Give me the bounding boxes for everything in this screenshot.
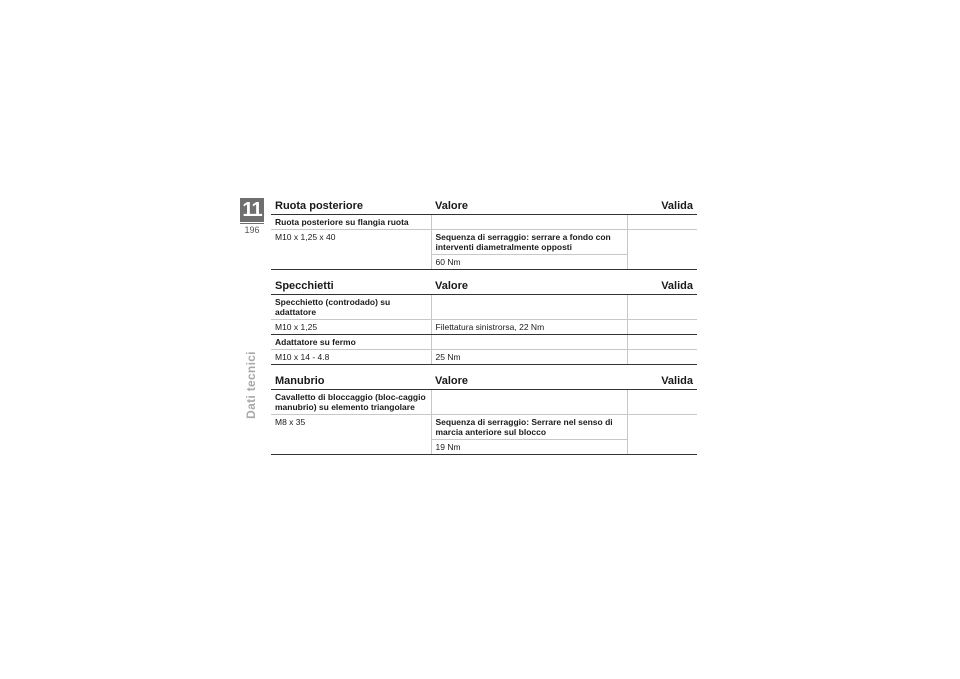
header-valid: Valida <box>627 365 697 390</box>
value-cell: 60 Nm <box>431 255 627 270</box>
header-value: Valore <box>431 198 627 215</box>
item-cell <box>271 440 431 455</box>
item-cell: Adattatore su fermo <box>271 335 431 350</box>
table-header <box>271 270 697 295</box>
header-valid: Valida <box>627 198 697 215</box>
valid-cell <box>627 350 697 365</box>
table-row <box>271 415 697 440</box>
item-cell: M10 x 1,25 <box>271 320 431 335</box>
table-row <box>271 295 697 320</box>
header-value: Valore <box>431 365 627 390</box>
specs-table <box>271 198 697 455</box>
header-item: Ruota posteriore <box>271 198 431 215</box>
valid-cell <box>627 230 697 255</box>
table-row <box>271 230 697 255</box>
item-cell: Cavalletto di bloccaggio (bloc-caggio manubrio) su elemento triangolare <box>271 390 431 415</box>
table-header <box>271 365 697 390</box>
valid-cell <box>627 440 697 455</box>
valid-cell <box>627 255 697 270</box>
item-cell <box>271 255 431 270</box>
value-cell: 25 Nm <box>431 350 627 365</box>
value-cell: Sequenza di serraggio: Serrare nel senso di marcia anteriore sul blocco <box>431 415 627 440</box>
header-value: Valore <box>431 270 627 295</box>
section-side-label <box>239 345 263 425</box>
item-cell: M8 x 35 <box>275 417 306 427</box>
value-cell: Filettatura sinistrorsa, 22 Nm <box>431 320 627 335</box>
valid-cell <box>627 320 697 335</box>
item-cell: M10 x 1,25 x 40 <box>275 232 336 242</box>
chapter-number: 11 <box>240 198 264 222</box>
header-item: Manubrio <box>271 365 431 390</box>
value-cell <box>431 295 627 320</box>
value-cell <box>431 390 627 415</box>
torque-tables <box>271 198 697 455</box>
table-row <box>271 390 697 415</box>
value-cell: 19 Nm <box>431 440 627 455</box>
table-row <box>271 215 697 230</box>
table-row <box>271 335 697 350</box>
page-number: 196 <box>240 223 264 235</box>
chapter-tab <box>240 198 264 235</box>
item-cell: Ruota posteriore su flangia ruota <box>271 215 431 230</box>
valid-cell <box>627 215 697 230</box>
item-cell: Specchietto (controdado) su adattatore <box>271 295 431 320</box>
valid-cell <box>627 295 697 320</box>
table-header <box>271 198 697 215</box>
value-cell <box>431 335 627 350</box>
valid-cell <box>627 335 697 350</box>
value-cell <box>431 215 627 230</box>
value-cell: Sequenza di serraggio: serrare a fondo con interventi diametralmente opposti <box>431 230 627 255</box>
table-row <box>271 440 697 455</box>
table-row <box>271 350 697 365</box>
table-row <box>271 320 697 335</box>
valid-cell <box>627 390 697 415</box>
header-valid: Valida <box>627 270 697 295</box>
section-title: Dati tecnici <box>244 351 258 419</box>
item-cell: M10 x 14 - 4.8 <box>271 350 431 365</box>
table-row <box>271 255 697 270</box>
header-item: Specchietti <box>271 270 431 295</box>
valid-cell <box>627 415 697 440</box>
